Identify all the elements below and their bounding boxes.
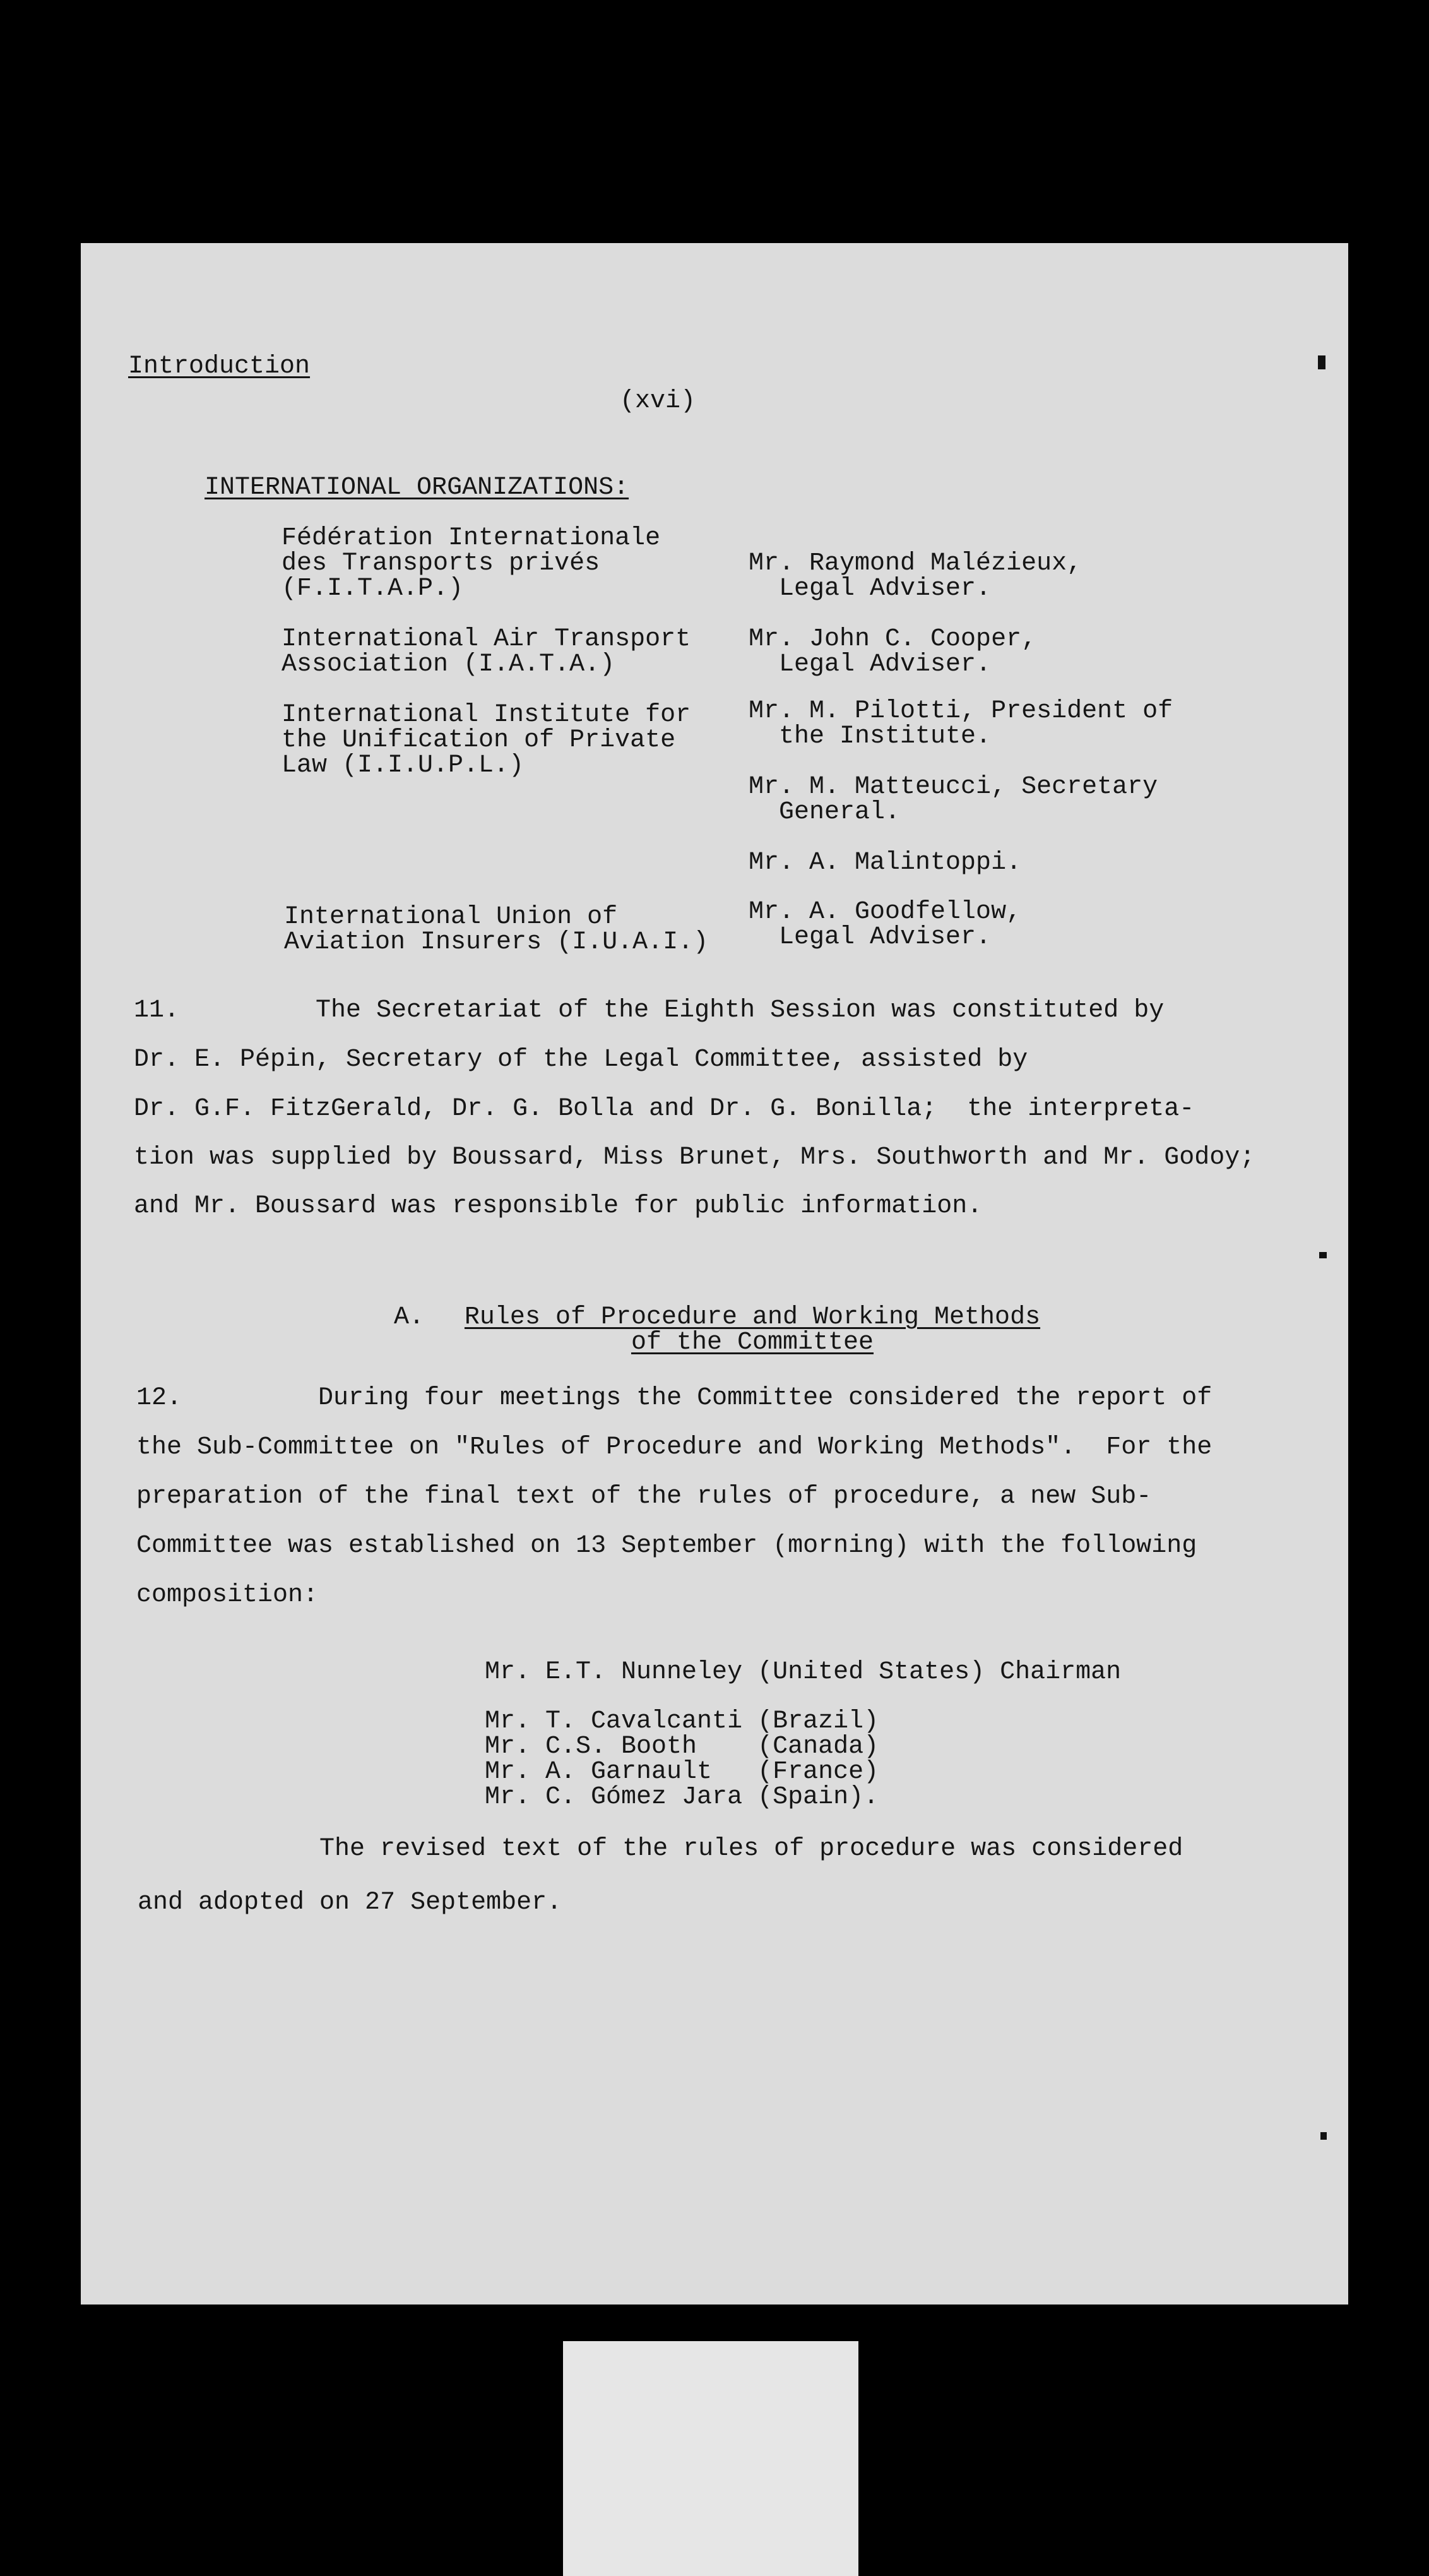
org-representative: Mr. M. Matteucci, Secretary General.	[749, 773, 1158, 826]
section-label: A.	[394, 1303, 425, 1332]
organizations-heading: INTERNATIONAL ORGANIZATIONS:	[205, 474, 629, 502]
org-name: Fédération Internationale des Transports privés (F.I.T.A.P.)	[282, 524, 661, 603]
paragraph-line: tion was supplied by Boussard, Miss Brunet, Mrs. Southworth and Mr. Godoy;	[134, 1143, 1255, 1172]
section-title: of the Committee	[631, 1328, 874, 1357]
binding-mark	[1318, 355, 1325, 369]
org-name: International Institute for the Unification of Private Law (I.I.U.P.L.)	[282, 701, 691, 780]
org-representative: Mr. M. Pilotti, President of the Institute.	[749, 697, 1173, 751]
paragraph-line: Dr. G.F. FitzGerald, Dr. G. Bolla and Dr. G. Bonilla; the interpreta-	[134, 1095, 1195, 1123]
section-header: Introduction	[128, 352, 311, 381]
paragraph-line: Committee was established on 13 September (morning) with the following	[136, 1532, 1197, 1560]
paragraph-line: preparation of the final text of the rules of procedure, a new Sub-	[136, 1482, 1152, 1511]
paragraph-line: the Sub-Committee on "Rules of Procedure and Working Methods". For the	[136, 1433, 1213, 1462]
binding-mark	[1319, 1252, 1327, 1258]
subcommittee-member: Mr. A. Garnault (France)	[485, 1758, 879, 1786]
paragraph-number: 11.	[134, 996, 180, 1025]
paragraph-line: The revised text of the rules of procedure was considered	[319, 1835, 1183, 1863]
paragraph-number: 12.	[136, 1384, 182, 1412]
org-representative: Mr. John C. Cooper, Legal Adviser.	[749, 625, 1037, 679]
page-number: (xvi)	[620, 387, 696, 415]
binding-mark	[1320, 2132, 1327, 2140]
paragraph-line: and Mr. Boussard was responsible for public information.	[134, 1192, 983, 1220]
paragraph-line: Dr. E. Pépin, Secretary of the Legal Committee, assisted by	[134, 1046, 1028, 1074]
subcommittee-member: Mr. C. Gómez Jara (Spain).	[485, 1783, 879, 1811]
org-representative: Mr. A. Goodfellow, Legal Adviser.	[749, 898, 1022, 951]
paragraph-line: composition:	[136, 1581, 319, 1609]
org-representative: Mr. A. Malintoppi.	[749, 849, 1022, 877]
paragraph-line: The Secretariat of the Eighth Session was constituted by	[316, 996, 1165, 1025]
blank-card	[563, 2341, 858, 2576]
paragraph-line: During four meetings the Committee considered the report of	[318, 1384, 1213, 1412]
org-name: International Union of Aviation Insurers (I.U.A.I.)	[284, 903, 709, 957]
subcommittee-member: Mr. C.S. Booth (Canada)	[485, 1732, 879, 1761]
subcommittee-member: Mr. T. Cavalcanti (Brazil)	[485, 1707, 879, 1736]
subcommittee-chairman: Mr. E.T. Nunneley (United States) Chairman	[485, 1658, 1122, 1686]
org-representative: Mr. Raymond Malézieux, Legal Adviser.	[749, 549, 1082, 603]
document-page	[81, 243, 1348, 2305]
paragraph-line: and adopted on 27 September.	[138, 1888, 562, 1917]
section-title: Rules of Procedure and Working Methods	[464, 1303, 1041, 1332]
org-name: International Air Transport Association (I.A.T.A.)	[282, 625, 691, 679]
